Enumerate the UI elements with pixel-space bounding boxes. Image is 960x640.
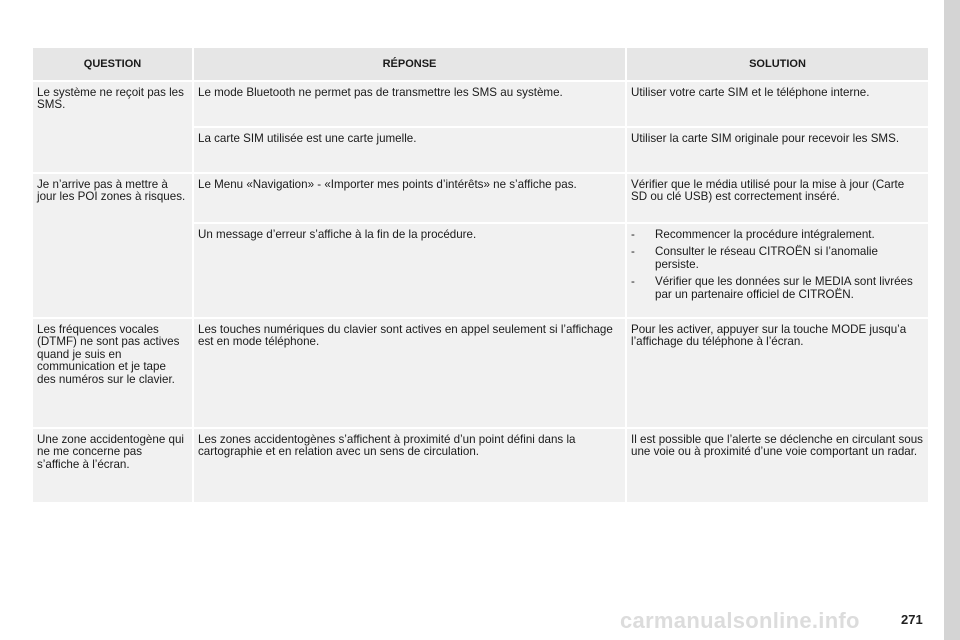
solution-cell: Utiliser votre carte SIM et le téléphone interne. [626,81,929,127]
solution-cell [626,223,929,318]
question-cell: Les fréquences vocales (DTMF) ne sont pas actives quand je suis en communication et je tape des numéros sur le clavier. [32,318,193,428]
solution-cell: Il est possible que l’alerte se déclenche en circulant sous une voie ou à proximité d’une voie comportant un radar. [626,428,929,503]
list-item [631,246,923,271]
table-header-row [32,47,929,81]
header-reponse: RÉPONSE [193,47,626,81]
reponse-cell: Un message d’erreur s’affiche à la fin de la procédure. [193,223,626,318]
table-row [32,173,929,223]
bullet-dash: - [631,245,635,259]
table-row [32,428,929,503]
page-number: 271 [901,612,923,627]
question-cell: Le système ne reçoit pas les SMS. [32,81,193,173]
step-text: Recommencer la procédure intégralement. [655,228,875,241]
solution-cell: Utiliser la carte SIM originale pour recevoir les SMS. [626,127,929,173]
header-question: QUESTION [32,47,193,81]
reponse-cell: Le Menu «Navigation» - «Importer mes points d’intérêts» ne s’affiche pas. [193,173,626,223]
reponse-cell: Les touches numériques du clavier sont actives en appel seulement si l’affichage est en mode téléphone. [193,318,626,428]
solution-steps-list [631,229,923,301]
question-cell: Je n’arrive pas à mettre à jour les POI zones à risques. [32,173,193,318]
step-text: Vérifier que les données sur le MEDIA sont livrées par un partenaire officiel de CITROËN. [655,275,913,301]
watermark: carmanualsonline.info [620,608,860,633]
step-text: Consulter le réseau CITROËN si l’anomalie persiste. [655,245,878,271]
list-item [631,229,923,241]
solution-cell: Pour les activer, appuyer sur la touche MODE jusqu’a l’affichage du téléphone à l’écran. [626,318,929,428]
reponse-cell: Les zones accidentogènes s’affichent à proximité d’un point défini dans la cartographie et en relation avec un sens de circulation. [193,428,626,503]
question-cell: Une zone accidentogène qui ne me concerne pas s’affiche à l’écran. [32,428,193,503]
table-row [32,81,929,127]
bullet-dash: - [631,228,635,241]
troubleshooting-table [31,46,930,504]
bullet-dash: - [631,275,635,289]
solution-cell: Vérifier que le média utilisé pour la mise à jour (Carte SD ou clé USB) est correctement inséré. [626,173,929,223]
header-solution: SOLUTION [626,47,929,81]
table-row [32,318,929,428]
reponse-cell: Le mode Bluetooth ne permet pas de transmettre les SMS au système. [193,81,626,127]
reponse-cell: La carte SIM utilisée est une carte jumelle. [193,127,626,173]
list-item [631,276,923,301]
page-edge-bar [944,0,960,640]
